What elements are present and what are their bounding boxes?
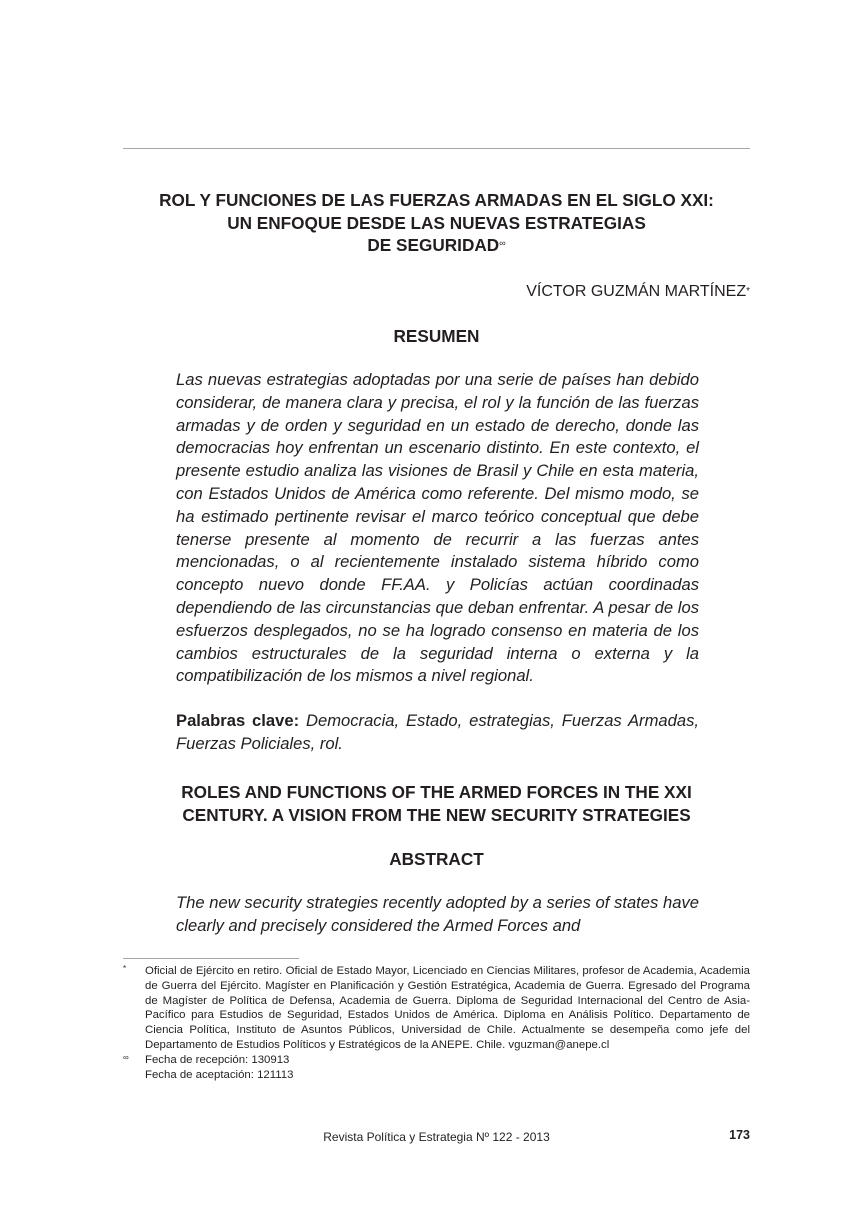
footnote-accepted xyxy=(123,1068,750,1083)
resumen-text: Las nuevas estrategias adoptadas por una serie de países han debido considerar, de manera clara y precisa, el rol y la función de las fuerzas armadas y de orden y seguridad en un estado de derecho, donde las democracias hoy enfrentan un escenario distinto. En este contexto, el presente estudio analiza las visiones de Brasil y Chile en esta materia, con Estados Unidos de América como referente. Del mismo modo, se ha estimado pertinente revisar el marco teórico conceptual que debe tenerse presente al momento de recurrir a las fuerzas antes mencionadas, o al recientemente instalado sistema híbrido como concepto nuevo donde FF.AA. y Policías actúan coordinadas dependiendo de las circunstancias que deban enfrentar. A pesar de los esfuerzos desplegados, no se ha logrado consenso en materia de los cambios estructurales de la seguridad interna o externa y la compatibilización de los mismos a nivel regional. xyxy=(176,370,699,686)
resumen-heading: RESUMEN xyxy=(393,326,480,346)
footnote-text: Fecha de aceptación: 121113 xyxy=(145,1068,294,1081)
footnote-text: Fecha de recepción: 130913 xyxy=(145,1053,290,1066)
footnote-author xyxy=(123,964,750,1053)
footnote-mark: * xyxy=(123,964,127,973)
article-title-es xyxy=(123,189,750,257)
keywords-list: Democracia, Estado, estrategias, Fuerzas Armadas, Fuerzas Policiales, rol. xyxy=(176,711,699,753)
page-number: 173 xyxy=(729,1128,750,1142)
author-name: VÍCTOR GUZMÁN MARTÍNEZ xyxy=(526,283,747,300)
abstract-text: The new security strategies recently adopted by a series of states have clearly and precisely considered the Armed Forces and xyxy=(176,893,699,935)
title-line-3: DE SEGURIDAD xyxy=(367,235,500,255)
author-line xyxy=(526,282,750,302)
header-rule xyxy=(123,148,750,149)
title-en-line-2: CENTURY. A VISION FROM THE NEW SECURITY STRATEGIES xyxy=(182,804,691,825)
footnote-text: Oficial de Ejército en retiro. Oficial de Estado Mayor, Licenciado en Ciencias Militares, profesor de Academia, Academia de Guerra del Ejército. Magíster en Planificación y Gestión Estratégica, Academia de Guerra. Egresado del Programa de Magíster de Política de Defensa, Academia de Guerra. Diploma de Seguridad Internacional del Centro de Asia-Pacífico para Estudios de Seguridad, Estados Unidos de América. Diploma en Análisis Político. Departamento de Ciencia Política, Instituto de Asuntos Públicos, Universidad de Chile. Actualmente se desempeña como jefe del Departamento de Estudios Políticos y Estratégicos de la ANEPE. Chile. vguzman@anepe.cl xyxy=(145,965,750,1051)
title-line-1: ROL Y FUNCIONES DE LAS FUERZAS ARMADAS EN EL SIGLO XXI: xyxy=(159,190,714,210)
footnote-rule xyxy=(123,958,299,959)
keywords-es xyxy=(176,710,699,756)
abstract-heading: ABSTRACT xyxy=(389,849,484,869)
article-title-en xyxy=(123,781,750,826)
keywords-label: Palabras clave: xyxy=(176,711,300,730)
journal-footer: Revista Política y Estrategia Nº 122 - 2013 xyxy=(323,1130,550,1144)
title-footnote-mark: ∞ xyxy=(499,238,506,248)
author-footnote-mark: * xyxy=(746,286,750,297)
footnotes xyxy=(123,964,750,1082)
title-line-2: UN ENFOQUE DESDE LAS NUEVAS ESTRATEGIAS xyxy=(227,212,646,233)
footnote-mark: ∞ xyxy=(123,1052,129,1062)
footnote-received xyxy=(123,1053,750,1068)
title-en-line-1: ROLES AND FUNCTIONS OF THE ARMED FORCES IN THE XXI xyxy=(181,782,692,802)
